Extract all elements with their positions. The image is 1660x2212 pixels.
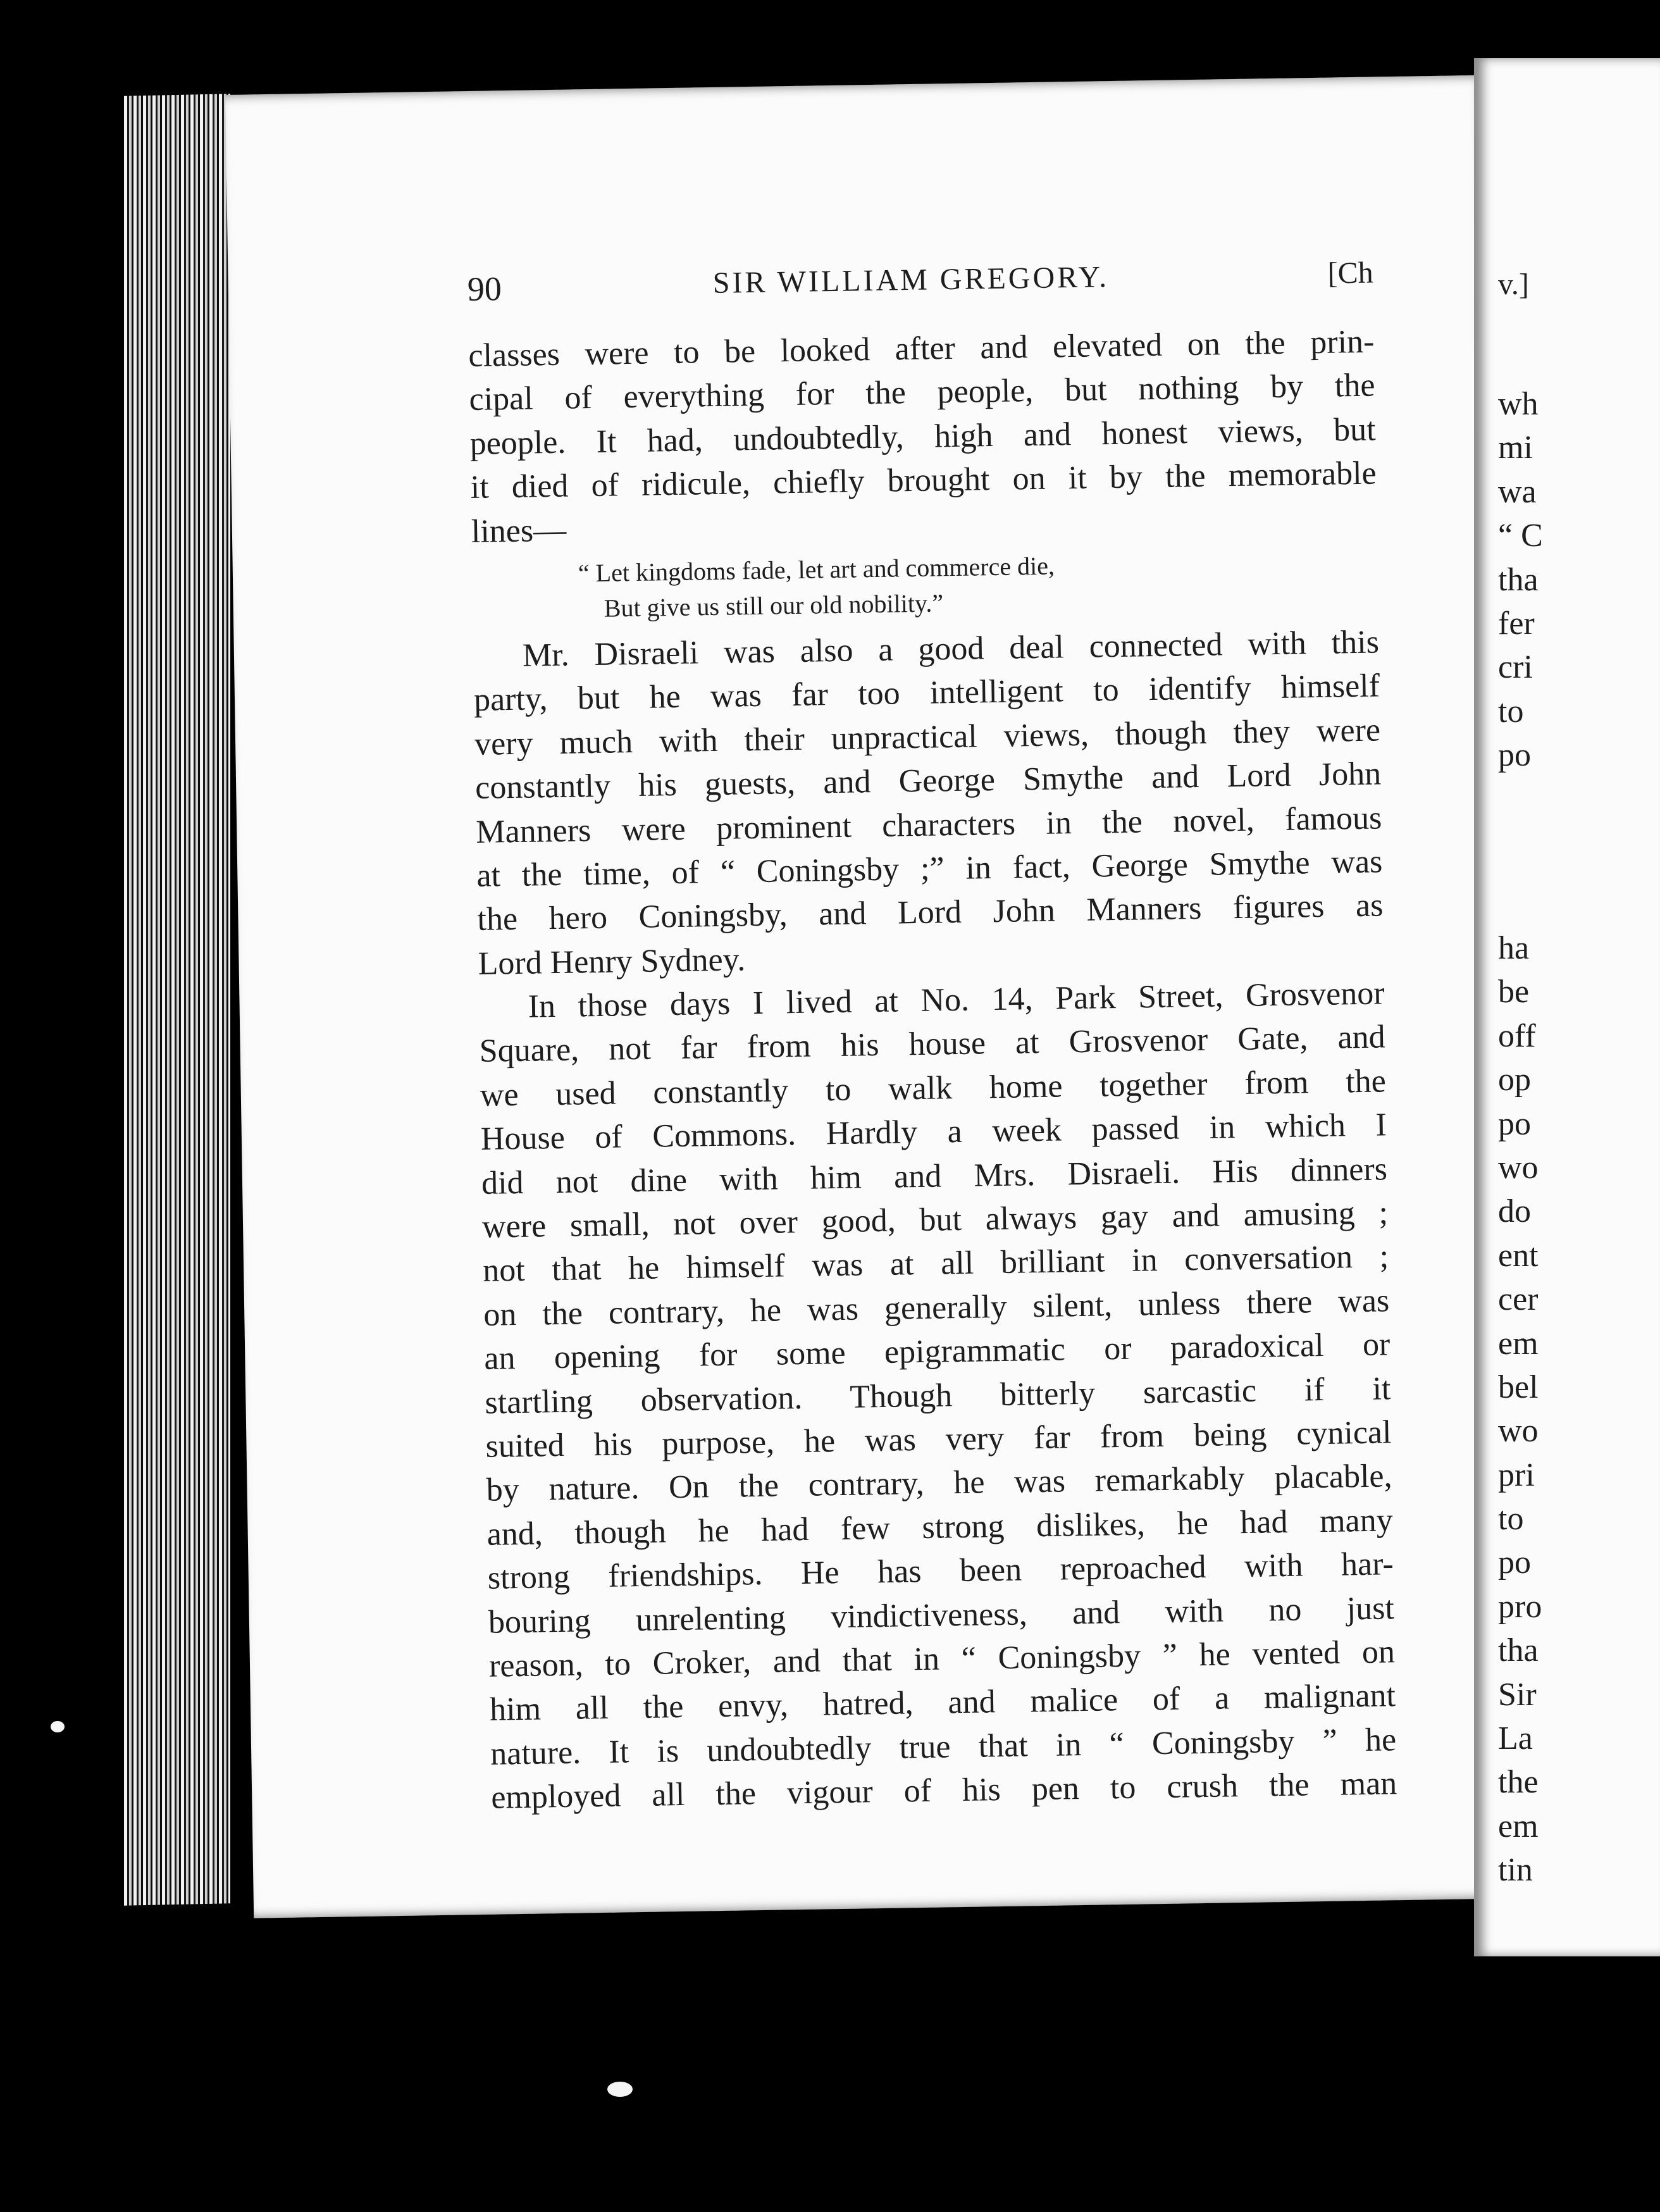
text-line: cipal of everything for the people, but nothing by the — [469, 367, 1375, 418]
text-line: were small, not over good, but always gay and amusing ; — [481, 1195, 1389, 1245]
text-line: it died of ridicule, chiefly brought on it by the memorable — [470, 455, 1377, 506]
text-fragment: tha — [1498, 561, 1539, 598]
right-page-header: v.] — [1498, 268, 1529, 301]
text-fragment: ent — [1498, 1237, 1539, 1274]
page-header — [467, 256, 1373, 326]
text-fragment: po — [1498, 737, 1531, 774]
text-fragment: pri — [1498, 1457, 1535, 1493]
text-line: the hero Coningsby, and Lord John Manners figures as — [477, 887, 1384, 938]
text-fragment: mi — [1498, 430, 1533, 466]
text-fragment: em — [1498, 1325, 1539, 1362]
text-line: him all the envy, hatred, and malice of a malignant — [489, 1677, 1396, 1729]
text-fragment: cri — [1498, 649, 1533, 686]
text-fragment: po — [1498, 1544, 1531, 1581]
text-line: lines— — [471, 512, 567, 550]
scan-speck — [51, 1721, 65, 1732]
text-line: nature. It is undoubtedly true that in “ Coningsby ” he — [490, 1721, 1397, 1772]
text-fragment: cer — [1498, 1281, 1539, 1318]
page-edges — [124, 94, 230, 1906]
text-line: did not dine with him and Mrs. Disraeli. His dinners — [481, 1151, 1388, 1202]
text-line: party, but he was far too intelligent to identify himself — [473, 668, 1380, 719]
text-line: suited his purpose, he was very far from being cynical — [485, 1414, 1392, 1465]
text-line: classes were to be looked after and elevated on the prin- — [468, 323, 1375, 375]
text-fragment: do — [1498, 1193, 1531, 1230]
text-line: an opening for some epigrammatic or paradoxical or — [483, 1326, 1391, 1377]
text-fragment: wh — [1498, 386, 1539, 422]
text-fragment: tha — [1498, 1632, 1539, 1669]
text-fragment: wo — [1498, 1149, 1539, 1186]
text-fragment: po — [1498, 1105, 1531, 1142]
text-line: strong friendships. He has been reproached with har- — [487, 1546, 1394, 1596]
text-line: constantly his guests, and George Smythe and Lord John — [474, 755, 1382, 807]
text-fragment: op — [1498, 1062, 1531, 1098]
text-fragment: bel — [1498, 1369, 1539, 1405]
text-line: Manners were prominent characters in the novel, famous — [475, 799, 1382, 850]
text-line: House of Commons. Hardly a week passed in which I — [480, 1107, 1387, 1158]
text-line: people. It had, undoubtedly, high and honest views, but — [469, 411, 1376, 462]
text-fragment: be — [1498, 974, 1530, 1010]
text-fragment: wa — [1498, 473, 1537, 510]
left-page — [225, 75, 1518, 1918]
text-line: Square, not far from his house at Grosvenor Gate, and — [479, 1019, 1386, 1070]
chapter-reference: [Ch — [1327, 256, 1374, 290]
text-line: very much with their unpractical views, though they were — [474, 712, 1381, 762]
text-line: Mr. Disraeli was also a good deal connected with this — [522, 624, 1380, 674]
text-fragment: wo — [1498, 1413, 1539, 1450]
text-fragment: the — [1498, 1764, 1539, 1801]
text-line: and, though he had few strong dislikes, he had many — [486, 1502, 1394, 1553]
text-fragment: fer — [1498, 605, 1535, 642]
text-line: Lord Henry Sydney. — [478, 941, 746, 982]
text-fragment: ha — [1498, 930, 1530, 966]
quote-line: “ Let kingdoms fade, let art and commerce die, — [578, 551, 1055, 588]
text-fragment: “ C — [1498, 518, 1543, 554]
scan-speck — [607, 2082, 633, 2097]
verse-quotation — [472, 543, 1379, 628]
text-line: In those days I lived at No. 14, Park Street, Grosvenor — [528, 975, 1385, 1025]
text-fragment: to — [1498, 693, 1524, 730]
text-line: bouring unrelenting vindictiveness, and with no just — [488, 1589, 1395, 1641]
text-fragment: tin — [1498, 1852, 1533, 1889]
text-fragment: off — [1498, 1017, 1536, 1054]
text-fragment: to — [1498, 1501, 1524, 1538]
right-page-fragments-top — [1498, 382, 1543, 778]
text-line: employed all the vigour of his pen to crush the man — [490, 1765, 1397, 1816]
text-line: on the contrary, he was generally silent, unless there was — [483, 1283, 1390, 1333]
text-line: reason, to Croker, and that in “ Coningsby ” he vented on — [488, 1634, 1396, 1684]
text-line: startling observation. Though bitterly sarcastic if it — [485, 1370, 1391, 1421]
page-number: 90 — [467, 270, 502, 309]
quote-line: But give us still our old nobility.” — [604, 588, 944, 623]
right-page-fragments-bottom — [1498, 926, 1542, 1892]
text-line: not that he himself was at all brilliant in conversation ; — [482, 1238, 1389, 1289]
text-line: by nature. On the contrary, he was remarkably placable, — [486, 1458, 1392, 1509]
text-fragment: La — [1498, 1720, 1533, 1757]
body-text — [468, 320, 1397, 1820]
running-title: SIR WILLIAM GREGORY. — [712, 260, 1110, 300]
text-line: we used constantly to walk home together from the — [480, 1063, 1387, 1114]
text-fragment: Sir — [1498, 1676, 1537, 1713]
text-fragment: em — [1498, 1808, 1539, 1844]
text-fragment: pro — [1498, 1588, 1542, 1625]
text-line: at the time, of “ Coningsby ;” in fact, George Smythe was — [476, 843, 1383, 894]
right-page — [1474, 58, 1660, 1956]
